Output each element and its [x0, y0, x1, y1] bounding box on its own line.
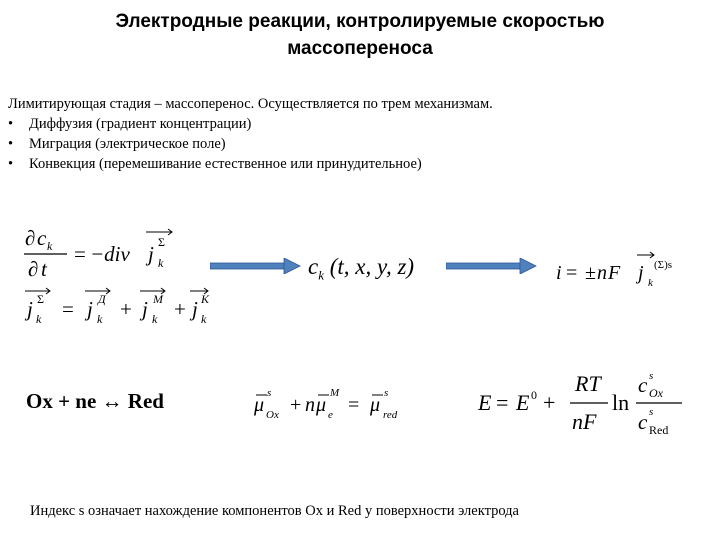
F-symbol: F: [608, 262, 621, 284]
c-symbol: c: [37, 226, 47, 250]
flux-sum-equation: [22, 286, 212, 328]
bullet-icon: •: [8, 136, 14, 152]
c-symbol: c: [638, 373, 648, 397]
s-superscript: s: [649, 406, 654, 418]
partial-symbol: ∂: [28, 257, 39, 281]
mu-symbol: μ: [370, 394, 381, 416]
n-symbol: n: [597, 262, 607, 284]
d-superscript: Д: [98, 292, 106, 306]
m-superscript: M: [330, 387, 340, 399]
concentration-function: [308, 254, 414, 284]
j-symbol: j: [192, 297, 198, 321]
j-symbol: j: [27, 297, 33, 321]
footer-note: Индекс s означает нахождение компонентов Ox и Red у поверхности электрода: [30, 503, 519, 519]
m-superscript: M: [153, 292, 163, 306]
n-symbol: n: [305, 394, 315, 416]
equals-sign: =: [566, 262, 578, 284]
equals-sign: =: [74, 242, 86, 266]
k-subscript: k: [152, 312, 158, 326]
mechanism-label: Миграция (электрическое поле): [29, 136, 226, 152]
plus-sign: +: [174, 297, 186, 321]
nernst-equation: [474, 370, 686, 438]
mechanism-label: Диффузия (градиент концентрации): [29, 116, 252, 132]
plus-sign: +: [290, 394, 302, 416]
rt-numerator: RT: [575, 371, 601, 396]
sigma-superscript: Σ: [37, 292, 44, 306]
k-subscript: k: [97, 312, 103, 326]
c-symbol: c: [638, 410, 648, 434]
nernst-equation-svg: [474, 370, 686, 438]
continuity-equation-svg: [22, 226, 182, 284]
k-subscript: k: [158, 256, 164, 270]
plus-sign: +: [543, 390, 556, 415]
E-symbol: E: [478, 390, 492, 415]
k-subscript: k: [201, 312, 207, 326]
partial-symbol: ∂: [25, 226, 36, 250]
arrow-right-icon: [210, 258, 302, 274]
k-subscript: k: [648, 277, 653, 289]
slide-title: [0, 8, 720, 62]
i-symbol: i: [556, 262, 562, 284]
e-subscript: e: [328, 409, 333, 421]
diffusion-flux: [84, 288, 110, 326]
current-equation: [554, 248, 704, 290]
t-symbol: t: [41, 257, 47, 281]
total-flux: [24, 288, 50, 326]
j-symbol: j: [87, 297, 93, 321]
current-equation-svg: [554, 248, 704, 290]
sigma-superscript: Σ: [158, 235, 165, 249]
slide-title-line-2: массопереноса: [287, 38, 433, 59]
s-superscript: s: [384, 387, 389, 399]
red-subscript: Red: [649, 423, 669, 437]
bullet-icon: •: [8, 116, 14, 132]
redox-reaction: Ox + ne ↔ Red: [26, 389, 164, 413]
c-symbol: c: [308, 254, 319, 279]
zero-superscript: 0: [531, 388, 537, 402]
bullet-icon: •: [8, 156, 14, 172]
k-subscript: k: [318, 267, 324, 283]
arrow-right-icon: [446, 258, 538, 274]
ox-subscript: Ox: [649, 386, 663, 400]
k-subscript: k: [36, 312, 42, 326]
ln-function: ln: [612, 390, 630, 415]
E0-symbol: E: [516, 390, 530, 415]
mechanism-convection: [8, 154, 708, 174]
arguments: (t, x, y, z): [329, 254, 415, 279]
plus-minus-sign: ±: [585, 262, 596, 284]
j-symbol: j: [638, 262, 644, 284]
slide-title-line-1: Электродные реакции, контролируемые скоростью: [115, 11, 605, 32]
migration-flux: [139, 288, 165, 326]
mechanism-list: [8, 114, 708, 174]
mechanism-migration: [8, 134, 708, 154]
j-symbol: j: [148, 242, 154, 266]
kk-superscript: K: [201, 292, 210, 306]
flux-sum-svg: [22, 286, 212, 328]
s-superscript: s: [649, 370, 654, 382]
nf-denominator: nF: [572, 409, 597, 434]
sigma-s-superscript: (Σ)s: [654, 259, 673, 271]
k-subscript: k: [47, 239, 53, 253]
mechanism-label: Конвекция (перемешивание естественное или принудительное): [29, 156, 422, 172]
j-symbol: j: [142, 297, 148, 321]
convection-flux: [189, 288, 210, 326]
red-subscript: red: [383, 409, 398, 421]
intro-block: [8, 94, 708, 174]
equals-sign: =: [348, 394, 360, 416]
plus-sign: +: [120, 297, 132, 321]
electrochemical-potential-equation: [252, 382, 424, 426]
mechanism-diffusion: [8, 114, 708, 134]
intro-text: Лимитирующая стадия – массоперенос. Осуществляется по трем механизмам.: [8, 96, 493, 112]
electrochemical-potential-svg: [252, 382, 424, 426]
ox-subscript: Ox: [266, 409, 279, 421]
equals-sign: =: [496, 390, 509, 415]
mu-symbol: μ: [316, 394, 327, 416]
minus-div: −div: [90, 242, 130, 266]
mu-symbol: μ: [254, 394, 265, 416]
continuity-equation: [22, 226, 182, 284]
equals-sign: =: [62, 297, 74, 321]
s-superscript: s: [267, 387, 272, 399]
